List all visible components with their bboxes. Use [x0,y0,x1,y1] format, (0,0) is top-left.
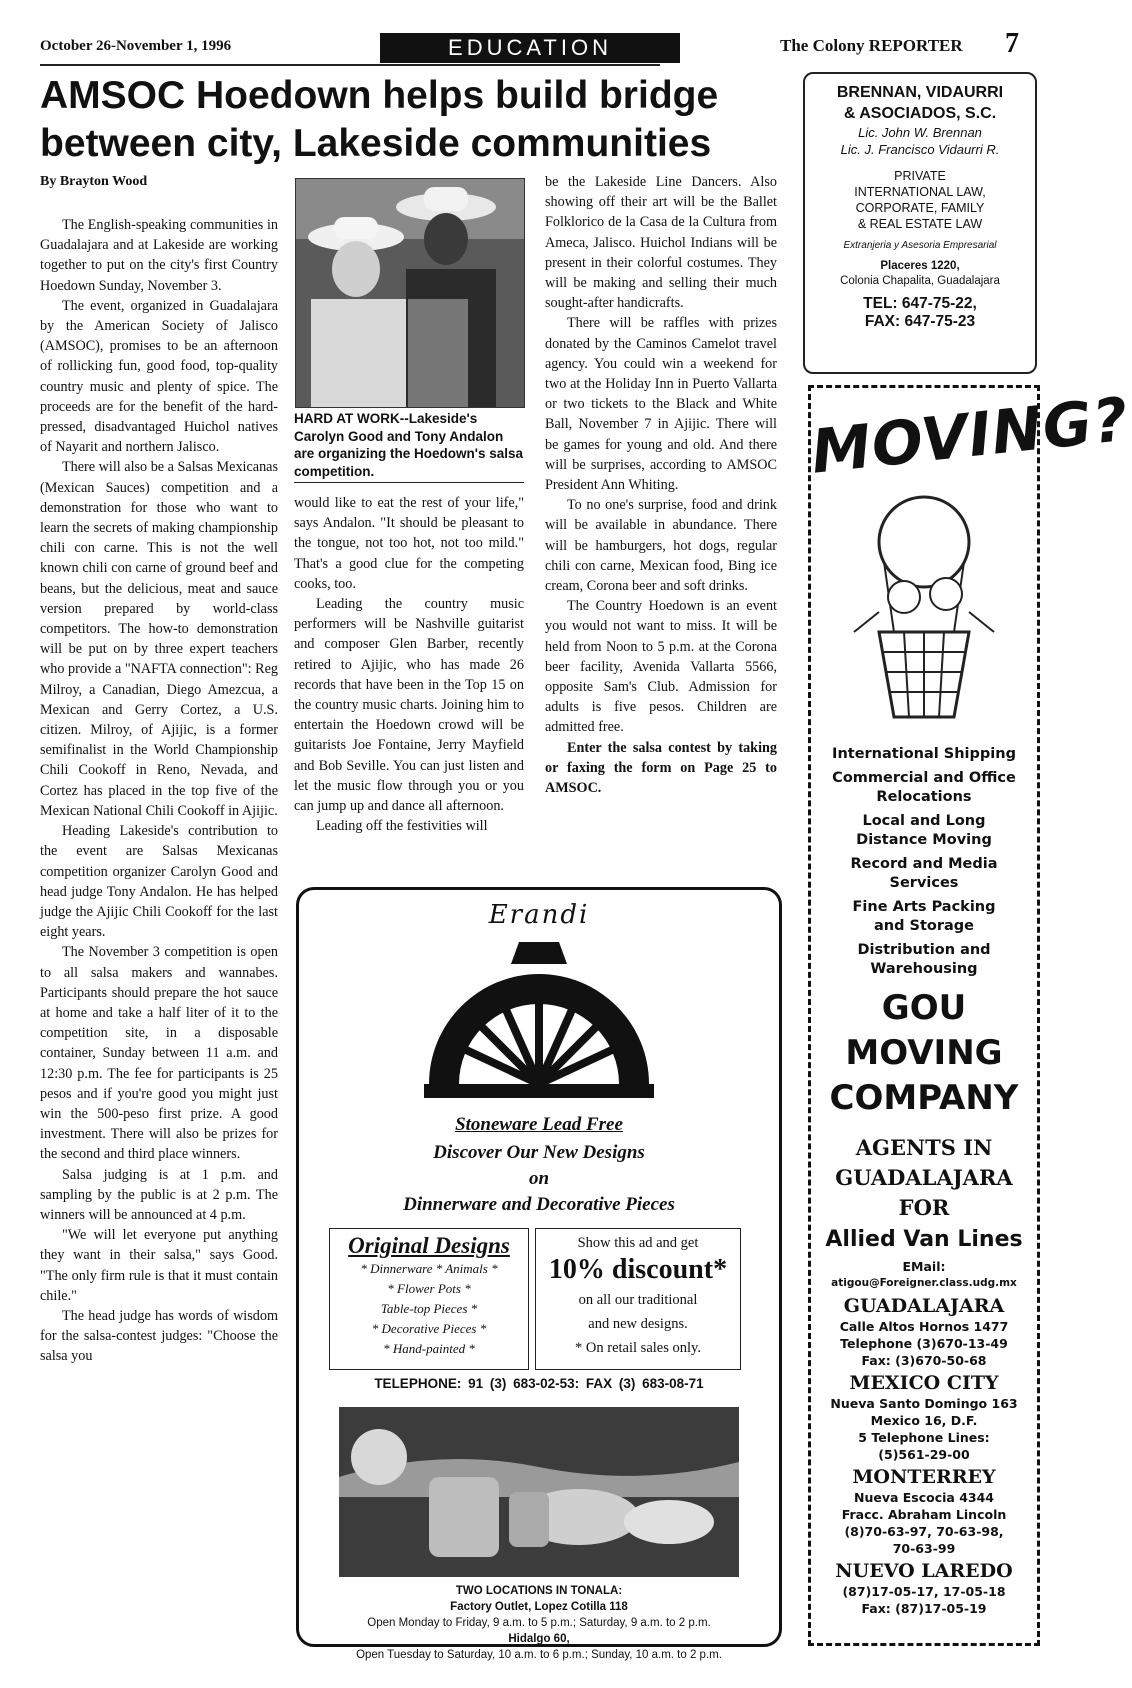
address-line: Placeres 1220, [880,260,960,272]
tagline-line: Dinnerware and Decorative Pieces [403,1194,675,1215]
article-photo [295,178,525,408]
practice-line: INTERNATIONAL LAW, [854,185,986,199]
paragraph: There will be raffles with prizes donated by the Caminos Camelot travel agency. You could win a weekend for two at the Holiday Inn in Puerto Vallarta or two tickets to the Black and White Ball, November 7 in Ajijic. There will be games for young and old. And there will be surprises, according to AMSOC President Ann Whiting. [545,315,777,494]
discount-detail: and new designs. [588,1316,688,1332]
company-name [811,986,1037,1121]
newspaper-name: The Colony REPORTER [780,36,963,55]
erandi-phone: TELEPHONE: 91 (3) 683-02-53: FAX (3) 683-08-71 [374,1376,704,1391]
contact-line: 70-63-99 [892,1540,956,1556]
pottery-photo [339,1407,739,1577]
tagline-line: Discover Our New Designs [433,1142,645,1163]
contact-line: (8)70-63-97, 70-63-98, [844,1523,1004,1539]
paragraph: To no one's surprise, food and drink will be available in abundance. There will be hamburgers, hot dogs, regular chili con carne, Mexican food, Bing ice cream, Corona beer and soft drinks. [545,497,777,595]
service-item: Local and Long Distance Moving [856,812,992,848]
balloon-basket-icon [824,482,1024,732]
address-line: Colonia Chapalita, Guadalajara [840,275,1000,287]
company-name-line: MOVING [845,1032,1003,1073]
lawyers [805,124,1035,158]
locations-info [299,1583,779,1663]
page-number: 7 [1005,28,1019,59]
city-monterrey: MONTERREY [852,1465,996,1488]
practice-line: PRIVATE [894,169,946,183]
contact-line: Fracc. Abraham Lincoln [841,1506,1007,1522]
paragraph: would like to eat the rest of your life," says Andalon. "It should be pleasant to the tongue, not too hot, not too mild." That's a good clue for the competing cooks, too. [294,495,524,592]
paragraph: Leading the country music performers will be Nashville guitarist and composer Glen Barber, recently retired to Ajijic, who has made 26 records that have been in the Top 15 on the country music charts. Joining him to entertain the Hoedown crowd will be guitarists Joe Fontaine, Jerry Mayfield and Bob Seville. You can just listen and let the music flow through you or you can jump up and dance all afternoon. [294,596,524,815]
firm-name-line: BRENNAN, VIDAURRI [836,84,1004,101]
tagline-line: on [528,1168,550,1189]
designs-tagline [299,1140,779,1218]
service-item: International Shipping [832,746,1016,762]
agents-line: AGENTS IN [855,1134,993,1160]
paragraph: Salsa judging is at 1 p.m. and sampling by the public is at 2 p.m. The winners will be announced at 4 p.m. [40,1166,278,1223]
paragraph: The Country Hoedown is an event you would not want to miss. It will be held from Noon to 5 p.m. at the Corona beer facility, Avenida Vallarta 5566, opposite Sam's Club. Admission for adults is five pesos. Children are admitted free. [545,598,777,736]
city-nuevo-laredo: NUEVO LAREDO [835,1559,1013,1582]
paragraph: The November 3 competition is open to all salsa makers and wannabes. Participants should prepare the hot sauce at home and take a half liter of it to the competition site, in a disposable container, Sunday between 11 a.m. and 12:30 p.m. The fee for participants is 25 pesos and if you're good you might just win the 500-peso first prize. A good investment. There will also be prizes for the second and third place winners. [40,944,278,1163]
paragraph: Heading Lakeside's contribution to the event are Salsas Mexicanas competition organizer Carolyn Good and head judge Tony Andalon. He has helped judge the Ajijic Chili Cookoff for the last eight years. [40,823,278,941]
article-column-1 [40,215,278,1605]
firm-address [805,259,1035,289]
issue-date: October 26-November 1, 1996 [40,38,232,54]
fax-line: FAX: 647-75-23 [864,313,976,330]
byline: By Brayton Wood [40,174,148,189]
erandi-ad [296,887,782,1661]
contest-note: Enter the salsa contest by taking or faxing the form on Page 25 to AMSOC. [545,739,777,797]
pottery-fan-icon [409,934,669,1114]
company-name-line: COMPANY [829,1077,1019,1118]
contact-line: Telephone (3)670-13-49 [840,1335,1008,1351]
product-item: Table-top Pieces * [380,1301,478,1316]
section-banner: EDUCATION [380,33,680,63]
box-title: Original Designs [348,1233,510,1258]
paragraph: be the Lakeside Line Dancers. Also showing off their art will be the Ballet Folklorico de la Casa de la Cultura from Ameca, Jalisco. Huichol Indians will be present in their colorful costumes. They will be making and selling their much sought-after handicrafts. [545,174,777,312]
lead-free-tagline: Stoneware Lead Free [455,1114,623,1135]
contact-line: Fax: (3)670-50-68 [861,1352,987,1368]
paragraph: Leading off the festivities will [316,818,488,835]
firm-phones [805,295,1035,331]
brennan-ad [803,72,1037,374]
product-item: * Decorative Pieces * [371,1321,487,1336]
product-item: * Dinnerware * Animals * [360,1261,498,1276]
paragraph: "We will let everyone put anything they want in their salsa," says Good. "The only firm rule is that it must contain chile." [40,1227,278,1304]
email-label: EMail: [902,1258,946,1274]
service-item: Fine Arts Packing and Storage [852,898,996,934]
photo-caption: HARD AT WORK--Lakeside's Carolyn Good and Tony Andalon are organizing the Hoedown's salsa competition. [294,410,524,483]
header-rule [40,64,660,66]
paragraph: The event, organized in Guadalajara by the American Society of Jalisco (AMSOC), promises to be an afternoon of rollicking fun, good food, top-quality country music and plenty of spice. The proceeds are for the benefit of the hard-pressed, disadvantaged Huichol natives of Nayarit and northern Jalisco. [40,297,278,456]
moving-company-ad [807,384,1132,1646]
location-address: Hidalgo 60, [508,1633,570,1645]
contact-line: Mexico 16, D.F. [870,1412,978,1428]
original-designs-box [329,1228,529,1370]
offer-boxes [329,1228,749,1376]
location-hours: Open Tuesday to Saturday, 10 a.m. to 6 p.m.; Sunday, 10 a.m. to 2 p.m. [356,1649,722,1661]
phone-line: TEL: 647-75-22, [863,295,977,312]
location-hours: Open Monday to Friday, 9 a.m. to 5 p.m.; Saturday, 9 a.m. to 2 p.m. [367,1617,711,1629]
company-name-line: GOU [881,987,967,1028]
discount-box [535,1228,741,1370]
practice-areas [805,168,1035,232]
discount-detail: * On retail sales only. [575,1340,701,1356]
article-headline [40,72,760,168]
contact-line: Calle Altos Hornos 1477 [839,1318,1009,1334]
firm-tagline: Extranjeria y Asesoria Empresarial [843,240,997,251]
agents-heading [811,1133,1037,1223]
location-address: Factory Outlet, Lopez Cotilla 118 [450,1601,628,1613]
service-item: Record and Media Services [850,855,998,891]
paragraph: The head judge has words of wisdom for the salsa-contest judges: "Choose the salsa you [40,1307,278,1365]
service-item: Distribution and Warehousing [857,941,991,977]
city-guadalajara: GUADALAJARA [843,1294,1005,1317]
product-item: * Flower Pots * [387,1281,471,1296]
product-item: * Hand-painted * [383,1341,475,1356]
discount-detail: on all our traditional [578,1292,698,1308]
erandi-logo: Erandi [488,900,590,930]
allied-van-lines: Allied Van Lines [825,1226,1023,1252]
contact-line: 5 Telephone Lines: [858,1429,990,1445]
locations-heading: TWO LOCATIONS IN TONALA: [455,1585,623,1597]
moving-title: MOVING? [807,384,1132,488]
agents-line: GUADALAJARA [835,1164,1013,1190]
lawyer-name: Lic. J. Francisco Vidaurri R. [840,142,1000,157]
headline-line-1: AMSOC Hoedown helps build bridge [40,74,719,117]
practice-line: CORPORATE, FAMILY [855,201,985,215]
article-column-2 [294,493,524,878]
firm-name-line: & ASOCIADOS, S.C. [843,105,997,122]
email-address: atigou@Foreigner.class.udg.mx [831,1276,1017,1289]
paragraph: There will also be a Salsas Mexicanas (Mexican Sauces) competition and a demonstration for those who want to learn the secrets of making championship chili con carne. This is not the well known chili con carne of ground beef and beans, but the delicious, meat and sauce version prepared by world-class competitors. The how-to demonstration will be put on by three expert teachers who provide a "NAFTA connection": Reg Milroy, a Canadian, Diego Amezcua, a Mexican and Gerry Cortez, a U.S. citizen. Milroy, of Ajijic, is a former semifinalist in the World Championship Chili Cookoff in Reno, Nevada, and Cortez has placed in the top five of the Mexican National Chili Cookoff in Ajijic. [40,459,278,819]
firm-name [805,82,1035,124]
lawyer-name: Lic. John W. Brennan [858,125,982,140]
contact-line: Nueva Santo Domingo 163 [830,1395,1018,1411]
contact-line: Nueva Escocia 4344 [853,1489,995,1505]
contact-line: (87)17-05-17, 17-05-18 [842,1583,1006,1599]
service-item: Commercial and Office Relocations [832,769,1016,805]
practice-line: & REAL ESTATE LAW [857,217,983,231]
headline-line-2: between city, Lakeside communities [40,122,712,165]
photo-illustration [296,179,524,407]
services-list [811,745,1037,980]
city-mexico: MEXICO CITY [849,1371,999,1394]
agents-line: FOR [898,1194,950,1220]
contact-line: Fax: (87)17-05-19 [861,1600,987,1616]
contact-line: (5)561-29-00 [878,1446,970,1462]
paragraph: The English-speaking communities in Guadalajara and at Lakeside are working together to put on the city's first Country Hoedown Sunday, November 3. [40,217,278,294]
discount-amount: 10% discount* [548,1254,728,1285]
article-column-3 [545,172,777,884]
discount-intro: Show this ad and get [577,1235,699,1251]
